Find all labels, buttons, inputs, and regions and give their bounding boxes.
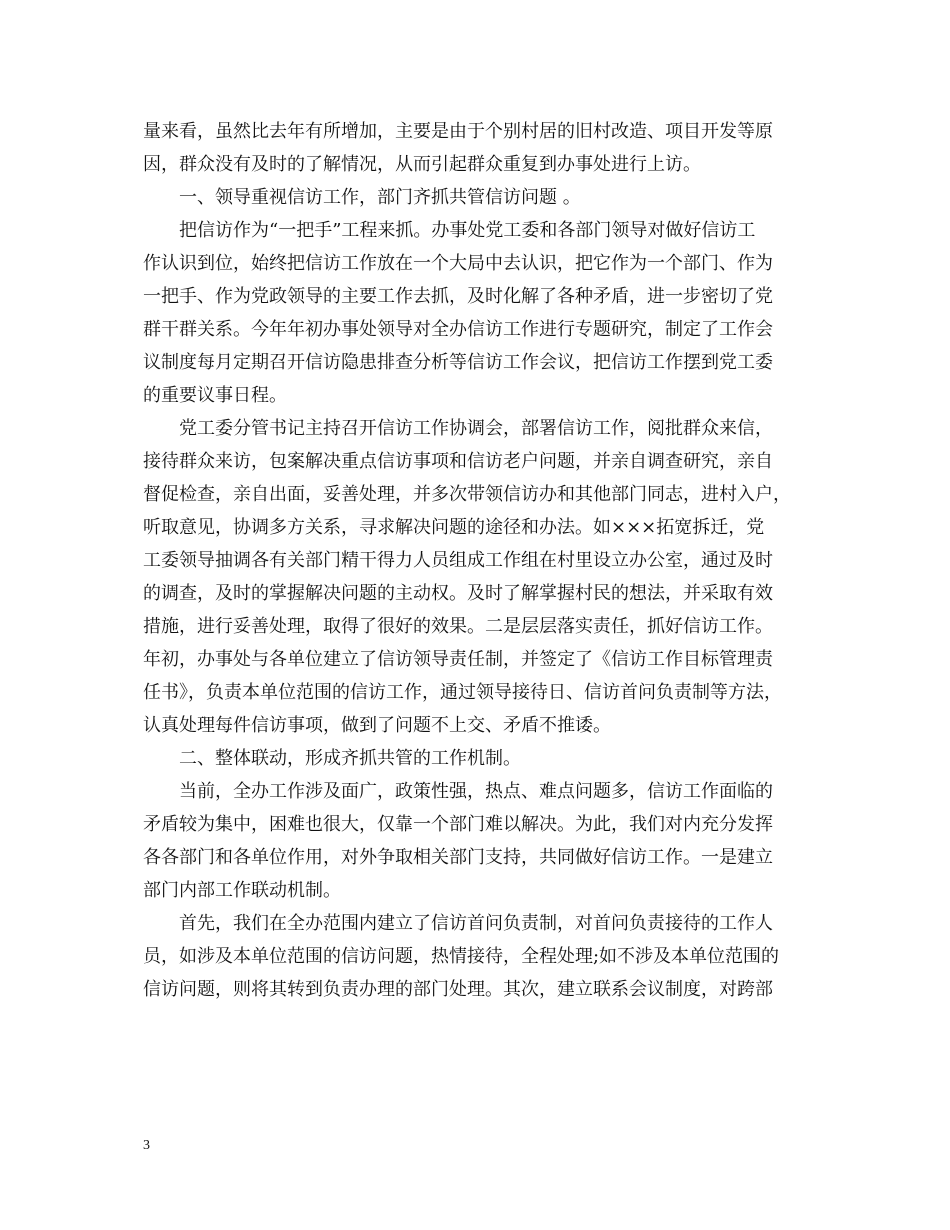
text-line: 的调查，及时的掌握解决问题的主动权。及时了解掌握村民的想法，并采取有效 <box>143 583 773 604</box>
text-line: 议制度每月定期召开信访隐患排查分析等信访工作会议，把信访工作摆到党工委 <box>143 352 773 373</box>
text-line: 因，群众没有及时的了解情况，从而引起群众重复到办事处进行上访。 <box>143 154 701 175</box>
text-line: 矛盾较为集中，困难也很大，仅靠一个部门难以解决。为此，我们对内充分发挥 <box>143 814 773 835</box>
page-number: 3 <box>143 1138 150 1153</box>
section-heading: 一、领导重视信访工作，部门齐抓共管信访问题 。 <box>143 187 581 208</box>
text-line: 首先，我们在全办范围内建立了信访首问负责制，对首问负责接待的工作人 <box>143 913 773 934</box>
text-line: 群干群关系。今年年初办事处领导对全办信访工作进行专题研究，制定了工作会 <box>143 319 773 340</box>
text-line: 把信访作为“一把手”工程来抓。办事处党工委和各部门领导对做好信访工 <box>143 220 756 241</box>
text-line: 督促检查，亲自出面，妥善处理，并多次带领信访办和其他部门同志，进村入户， <box>143 484 791 505</box>
text-line: 当前，全办工作涉及面广，政策性强，热点、难点问题多，信访工作面临的 <box>143 781 773 802</box>
text-line: 听取意见，协调多方关系，寻求解决问题的途径和办法。如×××拓宽拆迁，党 <box>143 517 765 538</box>
text-line: 措施，进行妥善处理，取得了很好的效果。二是层层落实责任，抓好信访工作。 <box>143 616 773 637</box>
text-line: 员，如涉及本单位范围的信访问题，热情接待，全程处理;如不涉及本单位范围的 <box>143 946 780 967</box>
text-line: 部门内部工作联动机制。 <box>143 880 341 901</box>
section-heading: 二、整体联动，形成齐抓共管的工作机制。 <box>143 748 521 769</box>
text-line: 量来看，虽然比去年有所增加，主要是由于个别村居的旧村改造、项目开发等原 <box>143 121 773 142</box>
text-line: 作认识到位，始终把信访工作放在一个大局中去认识，把它作为一个部门、作为 <box>143 253 773 274</box>
text-line: 信访问题，则将其转到负责办理的部门处理。其次，建立联系会议制度，对跨部 <box>143 979 773 1000</box>
body-text <box>143 115 808 1006</box>
text-line: 党工委分管书记主持召开信访工作协调会，部署信访工作，阅批群众来信， <box>143 418 773 439</box>
text-line: 一把手、作为党政领导的主要工作去抓，及时化解了各种矛盾，进一步密切了党 <box>143 286 773 307</box>
text-line: 接待群众来访，包案解决重点信访事项和信访老户问题，并亲自调查研究，亲自 <box>143 451 773 472</box>
text-line: 各各部门和各单位作用，对外争取相关部门支持，共同做好信访工作。一是建立 <box>143 847 773 868</box>
text-line: 年初，办事处与各单位建立了信访领导责任制，并签定了《信访工作目标管理责 <box>143 649 773 670</box>
text-line: 任书》，负责本单位范围的信访工作，通过领导接待日、信访首问负责制等方法， <box>143 682 782 703</box>
text-line: 工委领导抽调各有关部门精干得力人员组成工作组在村里设立办公室，通过及时 <box>143 550 773 571</box>
text-line: 认真处理每件信访事项，做到了问题不上交、矛盾不推诿。 <box>143 715 611 736</box>
text-line: 的重要议事日程。 <box>143 385 287 406</box>
